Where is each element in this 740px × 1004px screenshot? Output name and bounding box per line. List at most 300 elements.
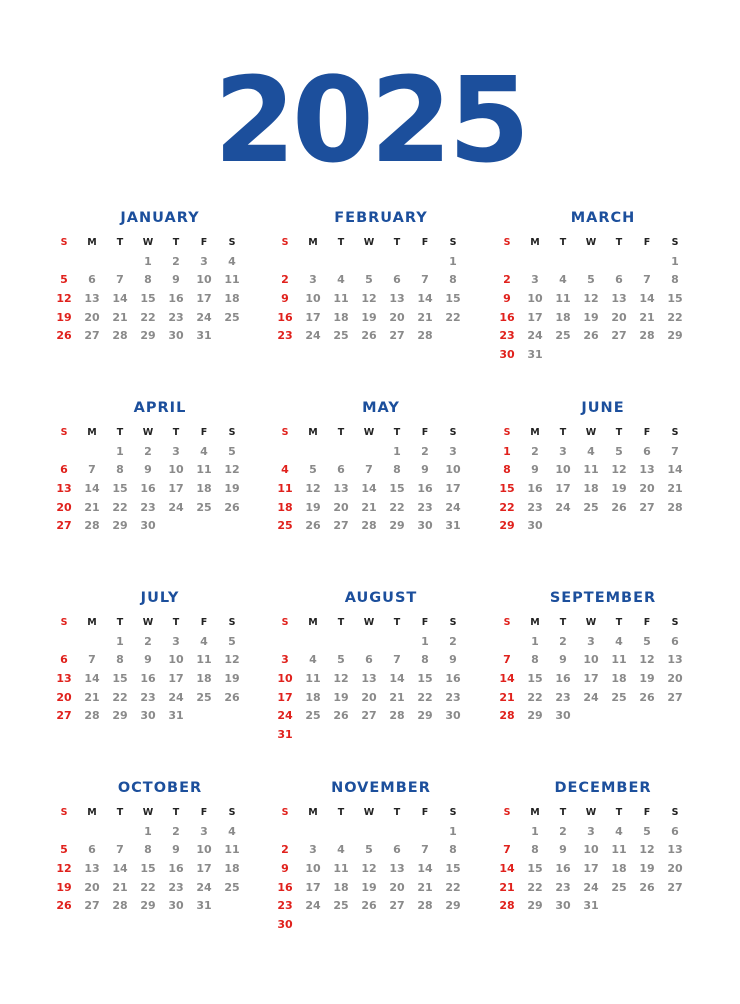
day-cell: 19 bbox=[583, 310, 599, 324]
day-cell: 5 bbox=[60, 843, 68, 857]
day-cell: 8 bbox=[393, 463, 401, 477]
day-cell: 21 bbox=[84, 500, 100, 514]
day-cell: 18 bbox=[611, 862, 627, 876]
day-cell: 31 bbox=[277, 728, 293, 742]
week-row bbox=[493, 670, 713, 689]
weekday-label: W bbox=[142, 237, 154, 248]
day-cell: 16 bbox=[499, 310, 515, 324]
week-row bbox=[50, 897, 270, 916]
day-cell: 23 bbox=[168, 880, 184, 894]
weekday-label: T bbox=[393, 617, 401, 628]
day-cell: 11 bbox=[611, 843, 627, 857]
day-cell: 12 bbox=[224, 463, 240, 477]
empty-cell bbox=[661, 517, 689, 536]
weekday-header-row bbox=[493, 614, 713, 633]
day-cell: 23 bbox=[555, 690, 571, 704]
day-cell: 17 bbox=[583, 862, 599, 876]
week-row bbox=[50, 253, 270, 272]
day-cell: 23 bbox=[277, 899, 293, 913]
weekday-label: T bbox=[337, 237, 345, 248]
day-cell: 21 bbox=[639, 310, 655, 324]
weekday-label: T bbox=[615, 617, 623, 628]
empty-cell bbox=[493, 823, 521, 842]
weekday-label: W bbox=[142, 617, 154, 628]
week-row bbox=[493, 271, 713, 290]
week-row bbox=[493, 860, 713, 879]
day-cell: 11 bbox=[305, 672, 321, 686]
empty-cell bbox=[50, 823, 78, 842]
week-row bbox=[271, 480, 491, 499]
day-cell: 17 bbox=[305, 880, 321, 894]
weekday-label: T bbox=[393, 237, 401, 248]
day-cell: 30 bbox=[277, 918, 293, 932]
month-december bbox=[493, 778, 713, 916]
month-august bbox=[271, 588, 491, 745]
day-cell: 22 bbox=[499, 500, 515, 514]
weekday-label: T bbox=[337, 427, 345, 438]
day-cell: 14 bbox=[667, 463, 683, 477]
week-row bbox=[50, 517, 270, 536]
month-october bbox=[50, 778, 270, 916]
day-cell: 21 bbox=[112, 880, 128, 894]
day-cell: 20 bbox=[389, 310, 405, 324]
day-cell: 10 bbox=[168, 653, 184, 667]
day-cell: 1 bbox=[671, 254, 679, 268]
empty-cell bbox=[661, 707, 689, 726]
weekday-label: S bbox=[60, 237, 68, 248]
empty-cell bbox=[50, 443, 78, 462]
day-cell: 31 bbox=[196, 329, 212, 343]
week-row bbox=[493, 689, 713, 708]
day-cell: 18 bbox=[305, 690, 321, 704]
day-cell: 6 bbox=[393, 273, 401, 287]
empty-cell bbox=[78, 823, 106, 842]
weekday-label: S bbox=[281, 427, 289, 438]
day-cell: 3 bbox=[281, 653, 289, 667]
day-cell: 25 bbox=[333, 329, 349, 343]
day-cell: 18 bbox=[277, 500, 293, 514]
day-cell: 22 bbox=[112, 500, 128, 514]
week-row bbox=[493, 879, 713, 898]
weekday-header-row bbox=[493, 424, 713, 443]
day-cell: 12 bbox=[56, 292, 72, 306]
weekday-label: F bbox=[643, 617, 651, 628]
day-cell: 14 bbox=[499, 862, 515, 876]
day-cell: 12 bbox=[639, 653, 655, 667]
day-cell: 17 bbox=[277, 690, 293, 704]
weekday-label: W bbox=[142, 427, 154, 438]
month-name: MARCH bbox=[570, 210, 636, 226]
month-name: APRIL bbox=[133, 400, 187, 416]
day-cell: 26 bbox=[611, 500, 627, 514]
empty-cell bbox=[190, 517, 218, 536]
day-cell: 11 bbox=[196, 463, 212, 477]
day-cell: 7 bbox=[365, 463, 373, 477]
day-cell: 26 bbox=[639, 880, 655, 894]
week-row bbox=[271, 443, 491, 462]
empty-cell bbox=[78, 253, 106, 272]
week-row bbox=[271, 461, 491, 480]
weekday-label: T bbox=[116, 237, 124, 248]
empty-cell bbox=[549, 346, 577, 365]
day-cell: 25 bbox=[583, 500, 599, 514]
week-row bbox=[271, 499, 491, 518]
empty-cell bbox=[383, 916, 411, 935]
weekday-label: F bbox=[643, 427, 651, 438]
week-row bbox=[271, 670, 491, 689]
day-cell: 2 bbox=[281, 843, 289, 857]
day-cell: 18 bbox=[224, 862, 240, 876]
week-row bbox=[50, 309, 270, 328]
day-cell: 5 bbox=[587, 273, 595, 287]
day-cell: 21 bbox=[417, 880, 433, 894]
year-title: 2025 bbox=[213, 51, 527, 189]
day-cell: 20 bbox=[667, 672, 683, 686]
empty-cell bbox=[78, 633, 106, 652]
empty-cell bbox=[271, 443, 299, 462]
day-cell: 7 bbox=[116, 273, 124, 287]
day-cell: 6 bbox=[365, 653, 373, 667]
week-row bbox=[50, 327, 270, 346]
day-cell: 17 bbox=[555, 482, 571, 496]
day-cell: 10 bbox=[445, 463, 461, 477]
day-cell: 28 bbox=[361, 519, 377, 533]
weekday-label: T bbox=[116, 427, 124, 438]
day-cell: 13 bbox=[667, 653, 683, 667]
day-cell: 3 bbox=[200, 824, 208, 838]
empty-cell bbox=[355, 916, 383, 935]
day-cell: 26 bbox=[305, 519, 321, 533]
day-cell: 17 bbox=[305, 310, 321, 324]
day-cell: 25 bbox=[224, 310, 240, 324]
day-cell: 1 bbox=[503, 444, 511, 458]
day-cell: 25 bbox=[611, 690, 627, 704]
week-row bbox=[493, 327, 713, 346]
day-cell: 15 bbox=[445, 862, 461, 876]
day-cell: 6 bbox=[671, 824, 679, 838]
empty-cell bbox=[521, 253, 549, 272]
month-september bbox=[493, 588, 713, 726]
day-cell: 20 bbox=[56, 500, 72, 514]
week-row bbox=[493, 461, 713, 480]
day-cell: 3 bbox=[531, 273, 539, 287]
day-cell: 23 bbox=[277, 329, 293, 343]
weekday-header-row bbox=[50, 234, 270, 253]
day-cell: 15 bbox=[499, 482, 515, 496]
day-cell: 5 bbox=[60, 273, 68, 287]
week-row bbox=[271, 689, 491, 708]
week-row bbox=[493, 633, 713, 652]
day-cell: 9 bbox=[559, 653, 567, 667]
day-cell: 31 bbox=[196, 899, 212, 913]
day-cell: 23 bbox=[417, 500, 433, 514]
day-cell: 6 bbox=[615, 273, 623, 287]
day-cell: 15 bbox=[112, 672, 128, 686]
day-cell: 17 bbox=[196, 862, 212, 876]
day-cell: 21 bbox=[112, 310, 128, 324]
day-cell: 31 bbox=[583, 899, 599, 913]
weekday-header-row bbox=[493, 804, 713, 823]
weekday-label: S bbox=[60, 427, 68, 438]
weekday-label: S bbox=[503, 237, 511, 248]
day-cell: 20 bbox=[667, 862, 683, 876]
empty-cell bbox=[605, 346, 633, 365]
day-cell: 14 bbox=[417, 862, 433, 876]
day-cell: 4 bbox=[228, 254, 236, 268]
day-cell: 7 bbox=[421, 843, 429, 857]
day-cell: 7 bbox=[671, 444, 679, 458]
day-cell: 20 bbox=[56, 690, 72, 704]
empty-cell bbox=[271, 633, 299, 652]
day-cell: 19 bbox=[56, 310, 72, 324]
day-cell: 10 bbox=[305, 292, 321, 306]
week-row bbox=[50, 841, 270, 860]
weekday-label: T bbox=[615, 427, 623, 438]
day-cell: 3 bbox=[172, 634, 180, 648]
day-cell: 18 bbox=[196, 482, 212, 496]
month-march bbox=[493, 208, 713, 365]
day-cell: 4 bbox=[228, 824, 236, 838]
empty-cell bbox=[549, 253, 577, 272]
empty-cell bbox=[355, 633, 383, 652]
day-cell: 5 bbox=[615, 444, 623, 458]
day-cell: 29 bbox=[417, 709, 433, 723]
day-cell: 29 bbox=[140, 329, 156, 343]
weekday-label: S bbox=[449, 617, 457, 628]
week-row bbox=[271, 726, 491, 745]
empty-cell bbox=[439, 726, 467, 745]
weekday-label: F bbox=[643, 807, 651, 818]
day-cell: 13 bbox=[56, 672, 72, 686]
month-name: JANUARY bbox=[120, 210, 200, 226]
empty-cell bbox=[633, 707, 661, 726]
day-cell: 1 bbox=[144, 824, 152, 838]
weekday-label: T bbox=[172, 617, 180, 628]
day-cell: 14 bbox=[361, 482, 377, 496]
week-row bbox=[493, 480, 713, 499]
month-may bbox=[271, 398, 491, 536]
day-cell: 11 bbox=[583, 463, 599, 477]
day-cell: 18 bbox=[583, 482, 599, 496]
week-row bbox=[50, 480, 270, 499]
day-cell: 4 bbox=[559, 273, 567, 287]
weekday-label: T bbox=[116, 807, 124, 818]
month-june bbox=[493, 398, 713, 536]
day-cell: 6 bbox=[60, 463, 68, 477]
weekday-label: W bbox=[363, 807, 375, 818]
day-cell: 14 bbox=[84, 482, 100, 496]
day-cell: 16 bbox=[168, 862, 184, 876]
day-cell: 8 bbox=[671, 273, 679, 287]
week-row bbox=[50, 271, 270, 290]
weekday-label: S bbox=[449, 237, 457, 248]
empty-cell bbox=[383, 633, 411, 652]
day-cell: 19 bbox=[361, 310, 377, 324]
week-row bbox=[271, 823, 491, 842]
day-cell: 24 bbox=[168, 690, 184, 704]
day-cell: 30 bbox=[168, 899, 184, 913]
day-cell: 26 bbox=[639, 690, 655, 704]
weekday-label: S bbox=[281, 617, 289, 628]
week-row bbox=[271, 253, 491, 272]
day-cell: 23 bbox=[168, 310, 184, 324]
day-cell: 17 bbox=[445, 482, 461, 496]
weekday-label: M bbox=[308, 237, 318, 248]
day-cell: 7 bbox=[643, 273, 651, 287]
weekday-label: T bbox=[393, 807, 401, 818]
week-row bbox=[493, 309, 713, 328]
weekday-label: W bbox=[585, 617, 597, 628]
day-cell: 4 bbox=[200, 634, 208, 648]
empty-cell bbox=[78, 443, 106, 462]
weekday-label: T bbox=[559, 237, 567, 248]
day-cell: 27 bbox=[333, 519, 349, 533]
month-name: OCTOBER bbox=[117, 780, 203, 796]
day-cell: 9 bbox=[172, 273, 180, 287]
weekday-label: S bbox=[281, 237, 289, 248]
weekday-label: S bbox=[60, 617, 68, 628]
day-cell: 4 bbox=[587, 444, 595, 458]
empty-cell bbox=[577, 346, 605, 365]
day-cell: 15 bbox=[527, 672, 543, 686]
day-cell: 5 bbox=[228, 444, 236, 458]
empty-cell bbox=[190, 707, 218, 726]
weekday-label: M bbox=[87, 237, 97, 248]
weekday-header-row bbox=[50, 424, 270, 443]
day-cell: 24 bbox=[196, 310, 212, 324]
day-cell: 1 bbox=[116, 444, 124, 458]
month-name: MAY bbox=[362, 400, 400, 416]
day-cell: 24 bbox=[583, 690, 599, 704]
week-row bbox=[50, 707, 270, 726]
day-cell: 3 bbox=[559, 444, 567, 458]
day-cell: 3 bbox=[172, 444, 180, 458]
empty-cell bbox=[411, 726, 439, 745]
day-cell: 29 bbox=[527, 899, 543, 913]
weekday-label: F bbox=[421, 617, 429, 628]
day-cell: 9 bbox=[559, 843, 567, 857]
weekday-label: W bbox=[142, 807, 154, 818]
weekday-label: S bbox=[228, 617, 236, 628]
empty-cell bbox=[383, 253, 411, 272]
day-cell: 2 bbox=[559, 634, 567, 648]
weekday-label: M bbox=[308, 427, 318, 438]
month-name: NOVEMBER bbox=[331, 780, 431, 796]
day-cell: 27 bbox=[361, 709, 377, 723]
day-cell: 18 bbox=[196, 672, 212, 686]
weekday-label: W bbox=[585, 807, 597, 818]
day-cell: 22 bbox=[389, 500, 405, 514]
empty-cell bbox=[327, 633, 355, 652]
empty-cell bbox=[106, 253, 134, 272]
week-row bbox=[271, 327, 491, 346]
weekday-label: S bbox=[503, 807, 511, 818]
day-cell: 13 bbox=[361, 672, 377, 686]
weekday-label: M bbox=[87, 427, 97, 438]
day-cell: 3 bbox=[309, 273, 317, 287]
day-cell: 2 bbox=[144, 634, 152, 648]
empty-cell bbox=[218, 327, 246, 346]
day-cell: 5 bbox=[228, 634, 236, 648]
day-cell: 18 bbox=[333, 880, 349, 894]
empty-cell bbox=[355, 443, 383, 462]
day-cell: 12 bbox=[361, 862, 377, 876]
weekday-label: W bbox=[585, 237, 597, 248]
empty-cell bbox=[577, 707, 605, 726]
day-cell: 5 bbox=[643, 634, 651, 648]
day-cell: 2 bbox=[172, 824, 180, 838]
day-cell: 23 bbox=[527, 500, 543, 514]
day-cell: 18 bbox=[611, 672, 627, 686]
weekday-label: T bbox=[172, 237, 180, 248]
weekday-label: M bbox=[87, 617, 97, 628]
day-cell: 23 bbox=[499, 329, 515, 343]
day-cell: 9 bbox=[281, 862, 289, 876]
day-cell: 13 bbox=[611, 292, 627, 306]
day-cell: 1 bbox=[531, 634, 539, 648]
empty-cell bbox=[633, 346, 661, 365]
day-cell: 14 bbox=[499, 672, 515, 686]
month-name: AUGUST bbox=[344, 590, 418, 606]
day-cell: 14 bbox=[417, 292, 433, 306]
day-cell: 15 bbox=[112, 482, 128, 496]
day-cell: 28 bbox=[112, 329, 128, 343]
day-cell: 26 bbox=[361, 899, 377, 913]
weekday-label: S bbox=[671, 427, 679, 438]
empty-cell bbox=[299, 916, 327, 935]
day-cell: 8 bbox=[144, 843, 152, 857]
weekday-label: F bbox=[421, 807, 429, 818]
month-july bbox=[50, 588, 270, 726]
day-cell: 12 bbox=[224, 653, 240, 667]
day-cell: 19 bbox=[56, 880, 72, 894]
week-row bbox=[493, 517, 713, 536]
empty-cell bbox=[218, 897, 246, 916]
day-cell: 7 bbox=[393, 653, 401, 667]
weekday-label: T bbox=[337, 617, 345, 628]
day-cell: 12 bbox=[639, 843, 655, 857]
day-cell: 11 bbox=[555, 292, 571, 306]
week-row bbox=[493, 707, 713, 726]
empty-cell bbox=[162, 517, 190, 536]
day-cell: 9 bbox=[421, 463, 429, 477]
week-row bbox=[50, 499, 270, 518]
week-row bbox=[50, 461, 270, 480]
day-cell: 28 bbox=[417, 899, 433, 913]
weekday-label: T bbox=[172, 427, 180, 438]
day-cell: 15 bbox=[417, 672, 433, 686]
weekday-header-row bbox=[271, 804, 491, 823]
day-cell: 13 bbox=[389, 292, 405, 306]
day-cell: 7 bbox=[503, 653, 511, 667]
day-cell: 27 bbox=[611, 329, 627, 343]
day-cell: 24 bbox=[583, 880, 599, 894]
day-cell: 2 bbox=[144, 444, 152, 458]
day-cell: 27 bbox=[639, 500, 655, 514]
day-cell: 28 bbox=[417, 329, 433, 343]
weekday-label: W bbox=[585, 427, 597, 438]
weekday-label: M bbox=[530, 807, 540, 818]
day-cell: 12 bbox=[56, 862, 72, 876]
day-cell: 24 bbox=[305, 329, 321, 343]
day-cell: 27 bbox=[84, 899, 100, 913]
week-row bbox=[493, 841, 713, 860]
day-cell: 16 bbox=[140, 672, 156, 686]
day-cell: 29 bbox=[140, 899, 156, 913]
week-row bbox=[271, 916, 491, 935]
weekday-label: M bbox=[308, 617, 318, 628]
weekday-label: S bbox=[281, 807, 289, 818]
